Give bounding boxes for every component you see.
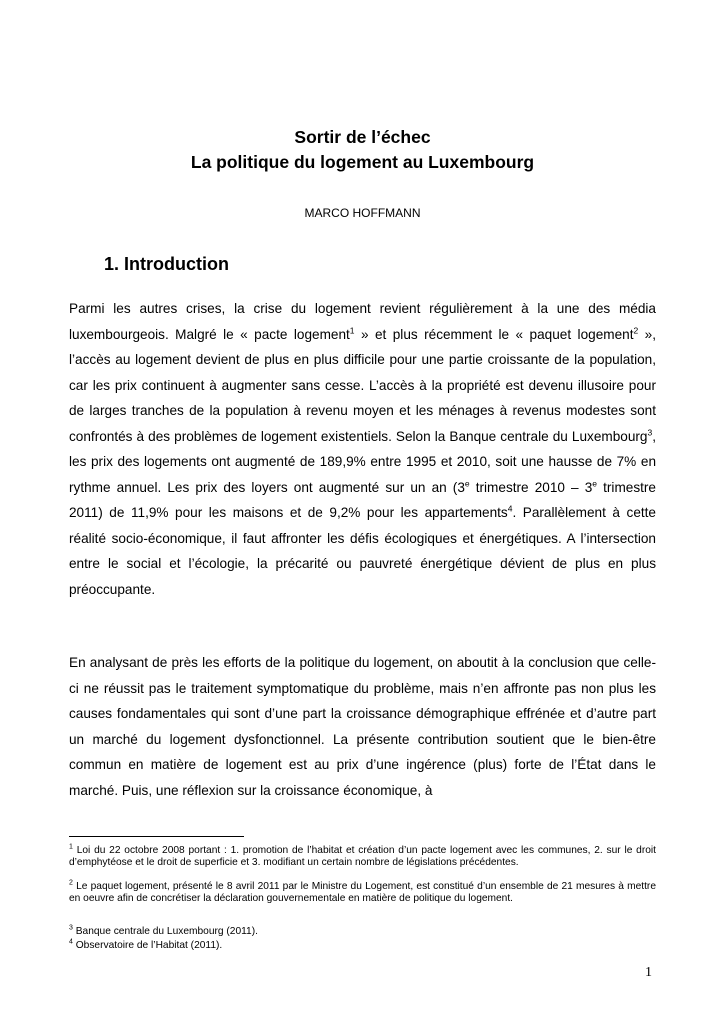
footnote-ref-1: 1 xyxy=(349,324,355,335)
footnote-number: 3 xyxy=(69,924,73,932)
footnote-4 xyxy=(69,940,656,952)
section-heading: 1. Introduction xyxy=(104,254,229,274)
page-number: 1 xyxy=(645,965,652,980)
text-run: », l’accès au logement devient de plus en plus difficile pour une partie croissante de la population, car les prix continuent à augmenter sans cesse. L’accès à la propriété est devenu illusoire pour de larges tranches de la population à revenu moyen et les ménages à revenus modestes sont confrontés à des problèmes de logement existentiels. Selon la Banque centrale du Luxembourg xyxy=(69,326,656,444)
text-run: trimestre 2010 – 3 xyxy=(469,479,593,495)
footnote-separator xyxy=(69,836,244,837)
text-run: Parmi les autres crises, la crise du logement revient régulièrement à la une des média luxembourgeois. Malgré le « pacte logement xyxy=(69,301,656,342)
footnote-ref-2: 2 xyxy=(633,324,639,335)
paragraph-introduction-1 xyxy=(69,296,656,602)
document-title-line-1: Sortir de l’échec xyxy=(294,127,431,147)
text-run: » et plus récemment le « paquet logement xyxy=(354,326,634,342)
footnote-text: Le paquet logement, présenté le 8 avril 2011 par le Ministre du Logement, est constitué d’un ensemble de 21 mesures à mettre en oeuvre afin de concrétiser la déclaration gouvernementale en matière de politique du logement. xyxy=(69,881,656,904)
footnote-number: 1 xyxy=(69,843,73,851)
author-name: MARCO HOFFMANN xyxy=(304,206,421,220)
footnote-number: 2 xyxy=(69,879,73,887)
text-run: . Parallèlement à cette réalité socio-économique, il faut affronter les défis écologiques et énergétiques. A l’intersection entre le social et l’écologie, la précarité ou pauvreté énergétique dévient de plus en plus préoccupante. xyxy=(69,505,656,597)
footnote-2 xyxy=(69,881,656,904)
footnote-number: 4 xyxy=(69,938,73,946)
footnote-1 xyxy=(69,845,656,868)
ordinal-suffix: e xyxy=(592,477,598,488)
footnote-3 xyxy=(69,926,656,938)
ordinal-suffix: e xyxy=(464,477,470,488)
paragraph-introduction-2: En analysant de près les efforts de la politique du logement, on aboutit à la conclusion que celle-ci ne réussit pas le traitement symptomatique du problème, mais n’en affronte pas non plus les causes fondamentales qui sont d’une part la croissance démographique effrénée et d’autre part un marché du logement dysfonctionnel. La présente contribution soutient que le bien-être commun en matière de logement est au prix d’une ingérence (plus) forte de l’État dans le marché. Puis, une réflexion sur la croissance économique, à xyxy=(69,655,656,798)
footnote-ref-4: 4 xyxy=(507,503,513,514)
footnote-text: Observatoire de l’Habitat (2011). xyxy=(72,940,223,951)
text-run: , les prix des logements ont augmenté de 189,9% entre 1995 et 2010, soit une hausse de 7% en rythme annuel. Les prix des loyers ont augmenté sur un an (3 xyxy=(69,428,656,495)
footnote-ref-3: 3 xyxy=(647,426,653,437)
footnote-text: Banque centrale du Luxembourg (2011). xyxy=(72,926,258,937)
footnote-text: Loi du 22 octobre 2008 portant : 1. promotion de l’habitat et création d’un pacte logement avec les communes, 2. sur le droit d’emphytéose et le droit de superficie et 3. modifiant un certain nombre de législations précédentes. xyxy=(69,845,656,868)
document-title-line-2: La politique du logement au Luxembourg xyxy=(190,152,535,172)
text-run: trimestre 2011) de 11,9% pour les maisons et de 9,2% pour les appartements xyxy=(69,479,656,520)
